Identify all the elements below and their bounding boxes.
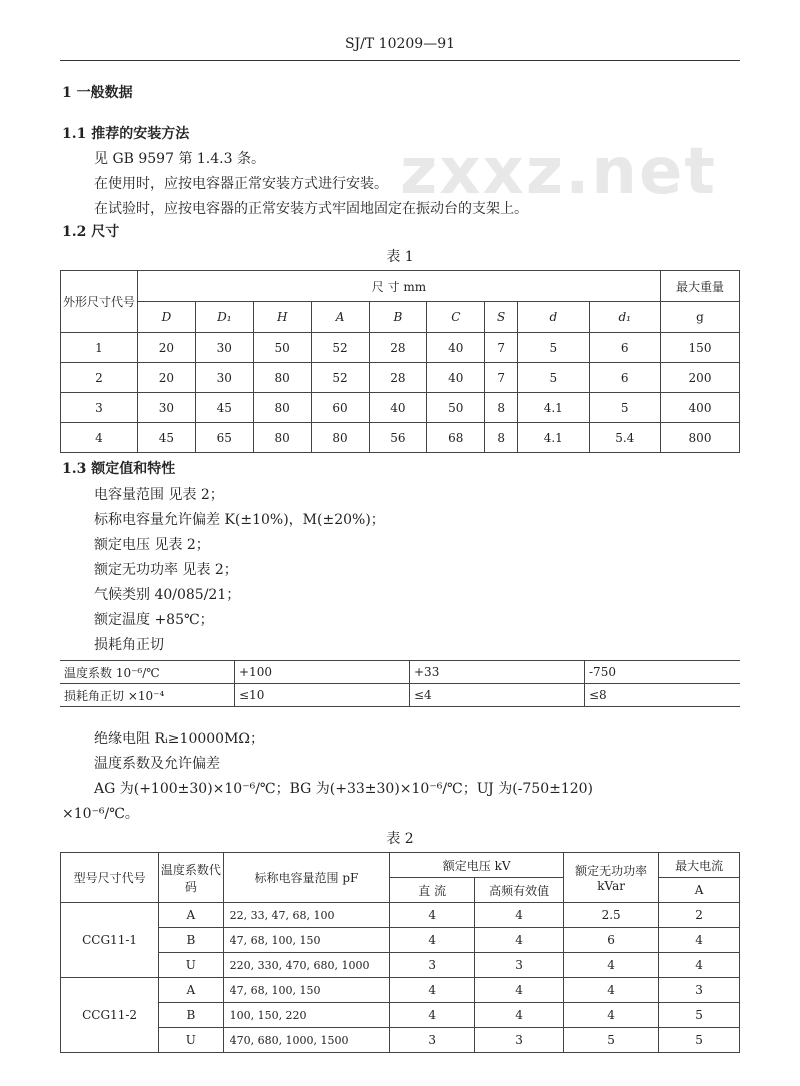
table-header: d (518, 302, 589, 333)
table-cell: 3 (390, 953, 475, 978)
table-cell: 4 (390, 903, 475, 928)
table-header: A (311, 302, 369, 333)
table-cell: A (159, 903, 223, 928)
table-cell: 3 (390, 1028, 475, 1053)
table-cell: 5 (518, 363, 589, 393)
table-header: g (661, 302, 740, 333)
table-cell: 45 (195, 393, 253, 423)
table-cell: B (159, 928, 223, 953)
table-header: 额定无功功率 kVar (564, 853, 659, 903)
table-2-body (61, 903, 740, 1053)
table-cell: 损耗角正切 ×10⁻⁴ (60, 684, 235, 707)
table-cell: 2 (61, 363, 138, 393)
table-cell: 30 (195, 363, 253, 393)
table-cell: 4.1 (518, 423, 589, 453)
table-cell: 2.5 (564, 903, 659, 928)
table-header: 尺 寸 mm (138, 271, 661, 302)
header-rule (60, 60, 740, 61)
table-header: 最大重量 (661, 271, 740, 302)
table-cell: 52 (311, 333, 369, 363)
table-cell: U (159, 1028, 223, 1053)
table-cell: 8 (485, 423, 518, 453)
paragraph-line: 在试验时，应按电容器的正常安装方式牢固地固定在振动台的支架上。 (94, 201, 528, 217)
table-1-body (61, 333, 740, 453)
table-cell: 1 (61, 333, 138, 363)
table-cell: 28 (369, 333, 427, 363)
table-header: 温度系数代码 (159, 853, 223, 903)
table-cell: 220, 330, 470, 680, 1000 (223, 953, 390, 978)
table-cell: 28 (369, 363, 427, 393)
paragraph-line: 绝缘电阻 Rᵢ≥10000MΩ； (94, 731, 265, 747)
table-cell: 68 (427, 423, 485, 453)
table-cell: 5.4 (589, 423, 661, 453)
table-cell: 4.1 (518, 393, 589, 423)
table-cell: 6 (564, 928, 659, 953)
table-1 (60, 270, 740, 453)
table-cell: 45 (138, 423, 196, 453)
table-cell: 4 (475, 1003, 564, 1028)
table-cell: +33 (410, 661, 585, 684)
table-row (61, 1003, 740, 1028)
table-cell: 4 (659, 953, 740, 978)
table-row (61, 928, 740, 953)
table-cell: 200 (661, 363, 740, 393)
table-header: C (427, 302, 485, 333)
paragraph-line: 电容量范围 见表 2； (94, 487, 224, 503)
paragraph-line: 温度系数及允许偏差 (94, 756, 220, 772)
table-cell: 2 (659, 903, 740, 928)
table-header: 型号尺寸代号 (61, 853, 159, 903)
table-cell: 100, 150, 220 (223, 1003, 390, 1028)
table-cell: 4 (390, 1003, 475, 1028)
table-cell: B (159, 1003, 223, 1028)
section-1-1-title: 1.1 推荐的安装方法 (62, 126, 190, 142)
table-cell: ≤4 (410, 684, 585, 707)
table-row (61, 423, 740, 453)
table-cell: 30 (138, 393, 196, 423)
paragraph-line: 在使用时，应按电容器正常安装方式进行安装。 (94, 176, 388, 192)
table-cell: 3 (475, 953, 564, 978)
table-cell: 65 (195, 423, 253, 453)
table-header: 额定电压 kV (390, 853, 564, 878)
table-row (61, 1028, 740, 1053)
table-cell: 4 (390, 928, 475, 953)
table-header: d₁ (589, 302, 661, 333)
table-row (61, 363, 740, 393)
paragraph-line: 额定电压 见表 2； (94, 537, 210, 553)
model-code-cell: CCG11-1 (61, 903, 159, 978)
table-cell: 3 (659, 978, 740, 1003)
table-cell: 4 (390, 978, 475, 1003)
table-cell: 22, 33, 47, 68, 100 (223, 903, 390, 928)
table-cell: ≤10 (235, 684, 410, 707)
table-cell: 4 (564, 978, 659, 1003)
table-header: D (138, 302, 196, 333)
table-cell: 80 (253, 363, 311, 393)
table-row (61, 393, 740, 423)
paragraph-line: AG 为(+100±30)×10⁻⁶/℃；BG 为(+33±30)×10⁻⁶/℃；UJ 为(-750±120) (94, 781, 594, 797)
table-cell: 80 (253, 393, 311, 423)
table-cell: 60 (311, 393, 369, 423)
table-cell: 470, 680, 1000, 1500 (223, 1028, 390, 1053)
table-row (61, 333, 740, 363)
table-cell: 4 (659, 928, 740, 953)
table-cell: 400 (661, 393, 740, 423)
table-header: A (659, 878, 740, 903)
table-cell: 8 (485, 393, 518, 423)
table-cell: 5 (564, 1028, 659, 1053)
table-cell: 30 (195, 333, 253, 363)
table-cell: 7 (485, 333, 518, 363)
table-cell: 800 (661, 423, 740, 453)
table-cell: 80 (311, 423, 369, 453)
table-1-caption: 表 1 (386, 249, 414, 265)
section-1-2-title: 1.2 尺寸 (62, 224, 120, 240)
coefficient-table (60, 660, 740, 707)
table-row (61, 953, 740, 978)
table-cell: 4 (61, 423, 138, 453)
paragraph-line: 见 GB 9597 第 1.4.3 条。 (94, 151, 265, 167)
table-cell: -750 (585, 661, 741, 684)
table-cell: 6 (589, 333, 661, 363)
model-code-cell: CCG11-2 (61, 978, 159, 1053)
table-header: H (253, 302, 311, 333)
table-cell: 5 (518, 333, 589, 363)
table-2-caption: 表 2 (386, 831, 414, 847)
table-cell: 4 (564, 953, 659, 978)
table-header: 高频有效值 (475, 878, 564, 903)
table-cell: 5 (659, 1028, 740, 1053)
table-cell: U (159, 953, 223, 978)
table-cell: 40 (427, 363, 485, 393)
table-header: S (485, 302, 518, 333)
table-cell: 47, 68, 100, 150 (223, 978, 390, 1003)
table-cell: ≤8 (585, 684, 741, 707)
table-cell: 50 (427, 393, 485, 423)
table-row (61, 978, 740, 1003)
table-header: B (369, 302, 427, 333)
table-header: 直 流 (390, 878, 475, 903)
table-cell: 80 (253, 423, 311, 453)
table-cell: 20 (138, 363, 196, 393)
table-cell: 6 (589, 363, 661, 393)
table-cell: 47, 68, 100, 150 (223, 928, 390, 953)
table-cell: 4 (475, 903, 564, 928)
table-cell: 4 (475, 928, 564, 953)
table-cell: 150 (661, 333, 740, 363)
table-cell: 50 (253, 333, 311, 363)
paragraph-line: 损耗角正切 (94, 637, 164, 653)
table-cell: 40 (369, 393, 427, 423)
watermark: zxxz.net (400, 135, 717, 209)
paragraph-line: ×10⁻⁶/℃。 (62, 806, 139, 822)
table-cell: 40 (427, 333, 485, 363)
table-cell: 温度系数 10⁻⁶/℃ (60, 661, 235, 684)
paragraph-line: 额定无功功率 见表 2； (94, 562, 238, 578)
table-header: 外形尺寸代号 (61, 271, 138, 333)
paragraph-line: 额定温度 +85℃； (94, 612, 214, 628)
section-1-3-title: 1.3 额定值和特性 (62, 461, 176, 477)
table-cell: 5 (659, 1003, 740, 1028)
table-2 (60, 852, 740, 1053)
paragraph-line: 气候类别 40/085/21； (94, 587, 241, 603)
table-cell: 5 (589, 393, 661, 423)
table-header: 最大电流 (659, 853, 740, 878)
table-cell: 4 (564, 1003, 659, 1028)
table-cell: 3 (475, 1028, 564, 1053)
table-header: 标称电容量范围 pF (223, 853, 390, 903)
table-cell: 56 (369, 423, 427, 453)
table-cell: 20 (138, 333, 196, 363)
table-header: D₁ (195, 302, 253, 333)
table-cell: 7 (485, 363, 518, 393)
table-row (61, 903, 740, 928)
table-cell: +100 (235, 661, 410, 684)
section-1-title: 1 一般数据 (62, 85, 133, 101)
standard-number: SJ/T 10209—91 (344, 36, 456, 52)
table-cell: 3 (61, 393, 138, 423)
paragraph-line: 标称电容量允许偏差 K(±10%)，M(±20%)； (94, 512, 385, 528)
table-cell: 4 (475, 978, 564, 1003)
table-cell: 52 (311, 363, 369, 393)
table-cell: A (159, 978, 223, 1003)
